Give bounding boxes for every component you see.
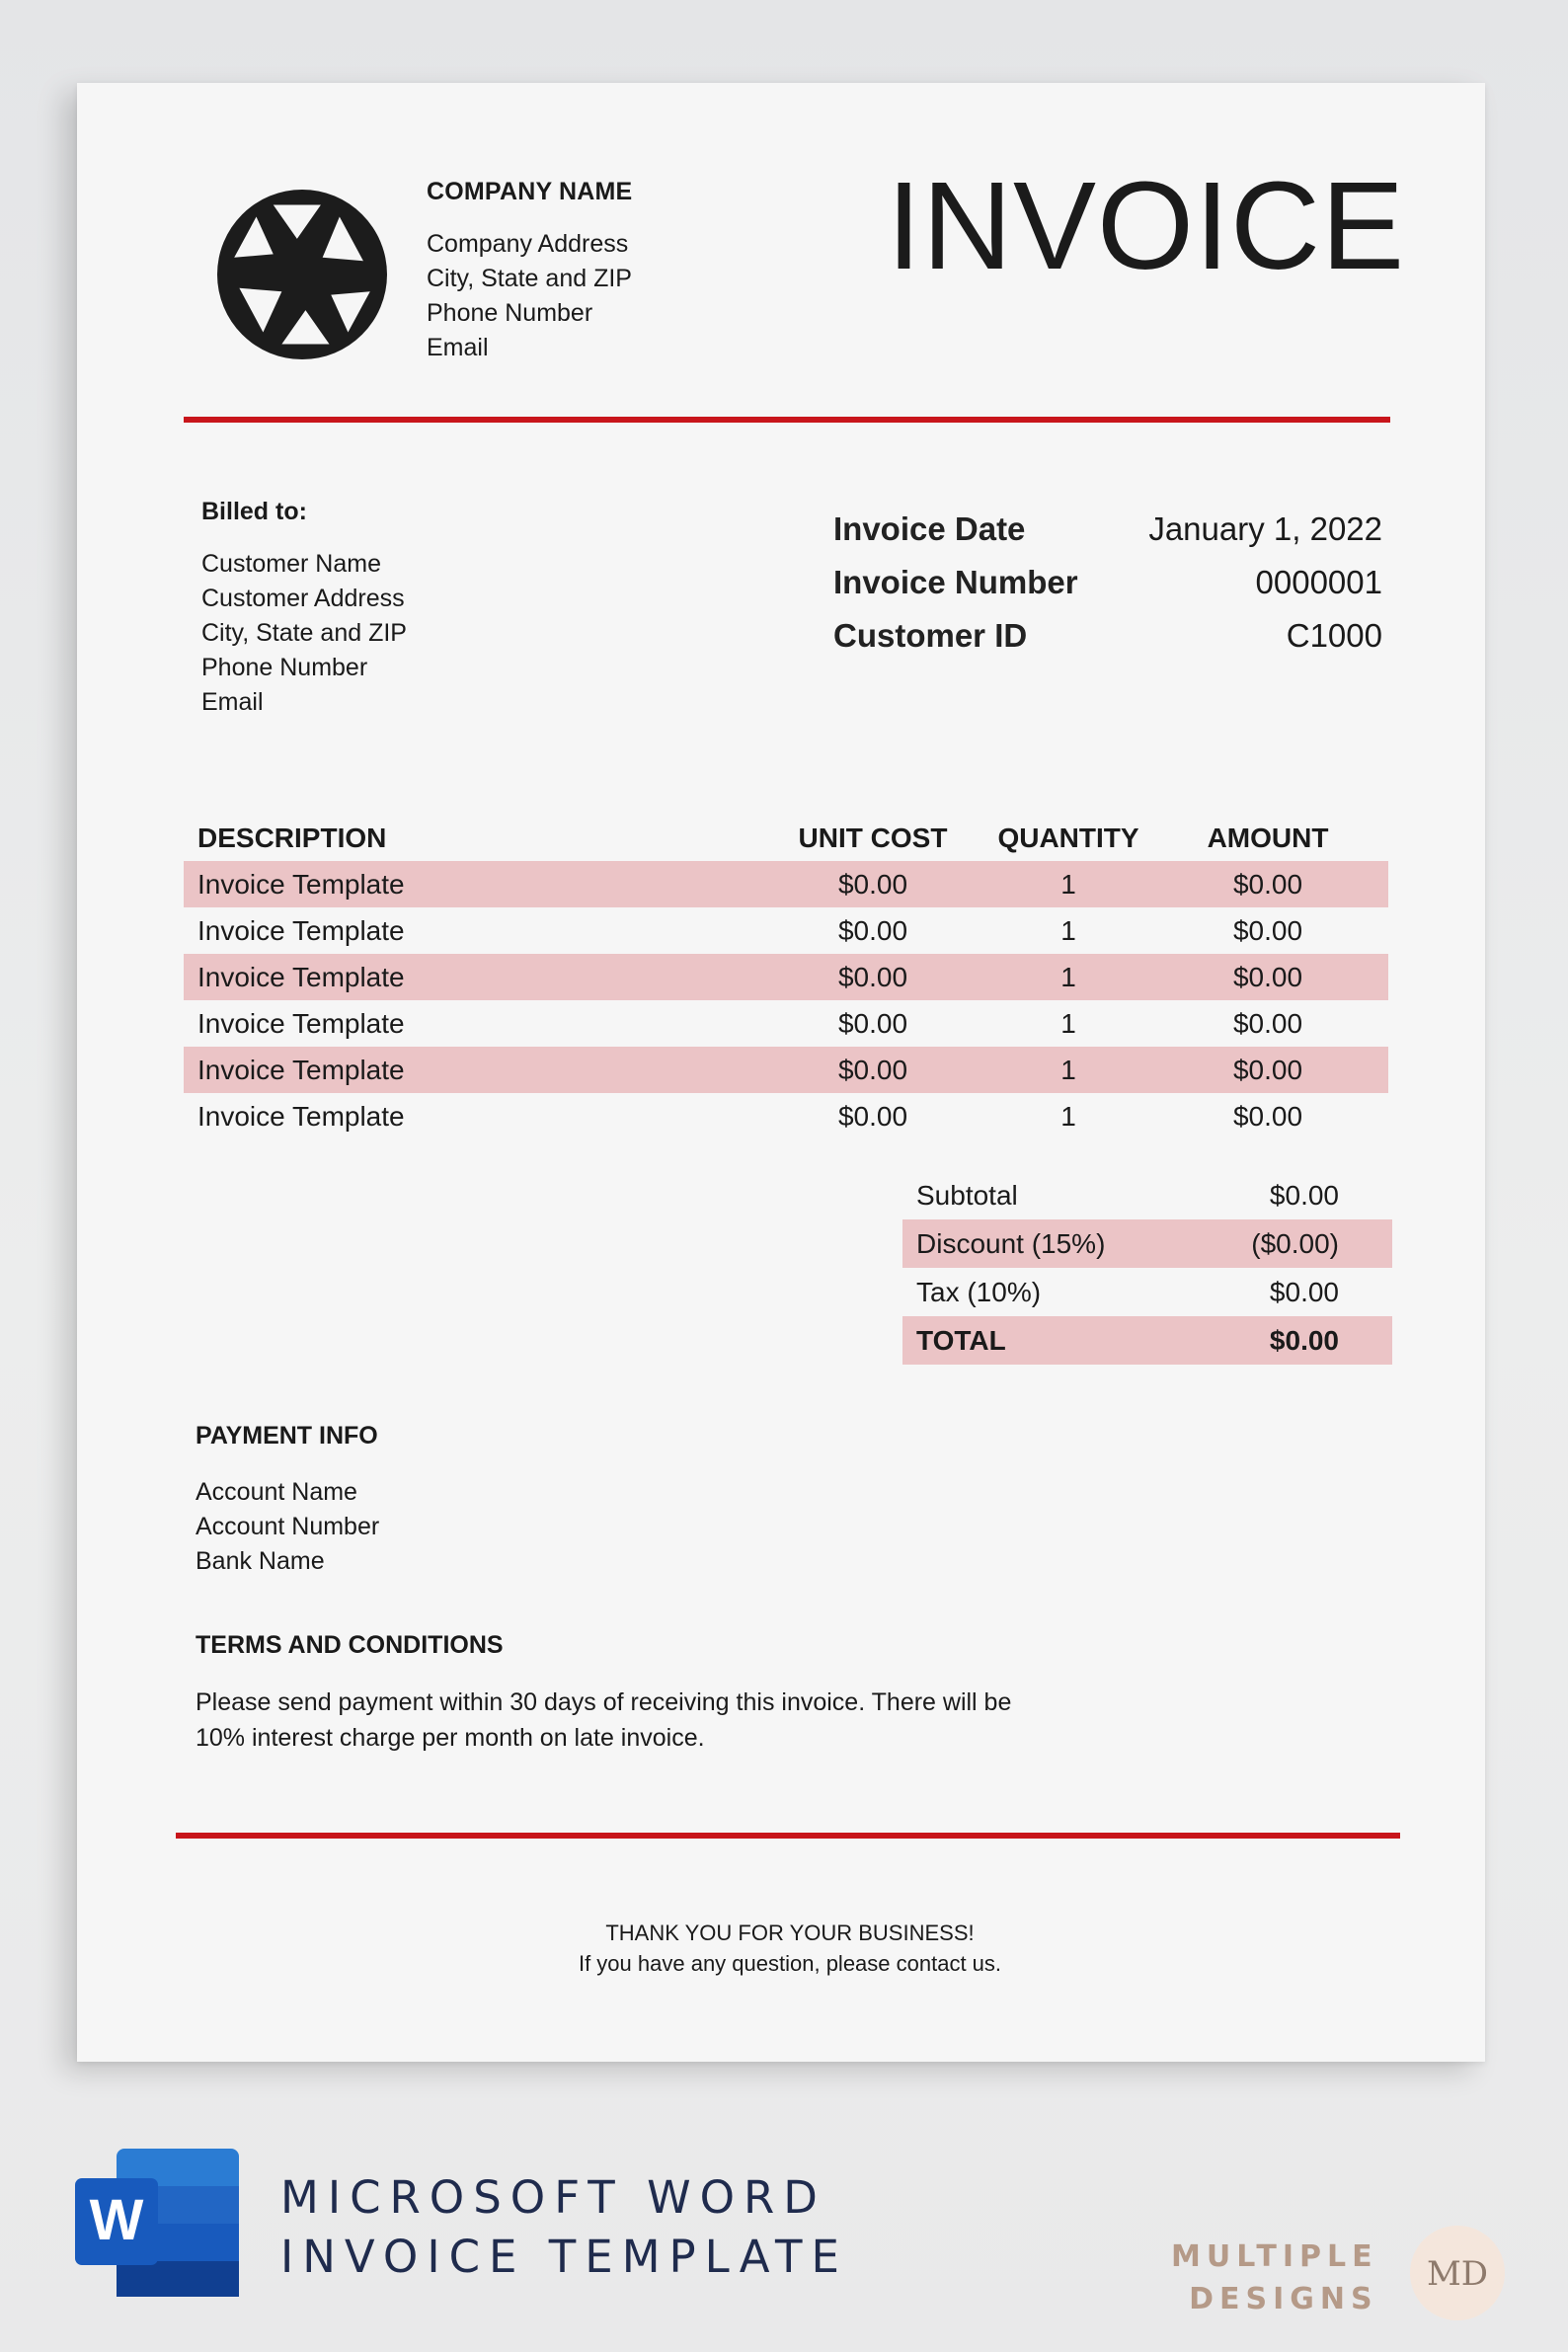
customer-phone: Phone Number [201,654,368,681]
invoice-title: INVOICE [887,156,1406,295]
payment-details [196,1475,379,1579]
item-description: Invoice Template [197,1100,405,1132]
subtotal-label: Subtotal [916,1179,1018,1211]
item-quantity: 1 [1060,1100,1076,1132]
item-description: Invoice Template [197,868,405,900]
invoice-number-row [833,556,1382,609]
brand-name [1171,2235,1378,2320]
total-value: $0.00 [1269,1324,1339,1356]
multiple-designs-monogram [1410,2226,1505,2320]
quantity-header: QUANTITY [997,823,1139,853]
totals-block [902,1171,1392,1365]
terms-line-2: 10% interest charge per month on late invoice. [196,1724,705,1752]
customer-name: Customer Name [201,550,381,578]
line-items-table [184,816,1388,1139]
item-description: Invoice Template [197,961,405,992]
terms-label: TERMS AND CONDITIONS [196,1631,504,1659]
item-description: Invoice Template [197,1054,405,1085]
item-unit-cost: $0.00 [837,1100,908,1132]
item-unit-cost: $0.00 [837,961,908,992]
discount-value: ($0.00) [1251,1227,1339,1259]
banner-line-1: MICROSOFT WORD [280,2171,826,2224]
company-email: Email [427,334,489,361]
invoice-date-value: January 1, 2022 [1148,510,1382,547]
billed-to-details [201,547,407,720]
company-address: Company Address [427,230,629,258]
invoice-date-row [833,503,1382,556]
thank-you-line: THANK YOU FOR YOUR BUSINESS! [605,1921,975,1945]
subtotal-value: $0.00 [1269,1179,1339,1211]
discount-label: Discount (15%) [916,1227,1106,1259]
brand-line-2: DESIGNS [1189,2282,1378,2316]
company-city-state-zip: City, State and ZIP [427,265,632,292]
tax-row [902,1268,1392,1316]
item-quantity: 1 [1060,914,1076,946]
tax-value: $0.00 [1269,1276,1339,1307]
account-name: Account Name [196,1478,357,1506]
item-quantity: 1 [1060,1054,1076,1085]
total-label: TOTAL [916,1324,1006,1356]
customer-email: Email [201,688,264,716]
banner-line-2: INVOICE TEMPLATE [280,2231,848,2283]
table-row [184,1000,1388,1047]
invoice-date-label: Invoice Date [833,510,1026,547]
item-quantity: 1 [1060,961,1076,992]
item-amount: $0.00 [1232,868,1303,900]
item-amount: $0.00 [1232,914,1303,946]
table-row [184,1047,1388,1093]
tax-label: Tax (10%) [916,1276,1042,1307]
brand-line-1: MULTIPLE [1171,2239,1378,2274]
discount-row [902,1219,1392,1268]
contact-line: If you have any question, please contact us. [578,1951,1002,1976]
item-unit-cost: $0.00 [837,914,908,946]
invoice-meta [833,503,1382,663]
description-header: DESCRIPTION [197,823,387,853]
billed-to-label: Billed to: [201,498,307,525]
company-phone: Phone Number [427,299,593,327]
terms-line-1: Please send payment within 30 days of receiving this invoice. There will be [196,1688,1012,1716]
company-details [427,227,632,365]
brand-monogram: MD [1426,2254,1489,2294]
table-row [184,1093,1388,1139]
item-quantity: 1 [1060,868,1076,900]
word-icon-letter: W [89,2188,144,2252]
customer-city-state-zip: City, State and ZIP [201,619,407,647]
item-unit-cost: $0.00 [837,868,908,900]
payment-info-label: PAYMENT INFO [196,1422,378,1450]
account-number: Account Number [196,1513,380,1540]
invoice-number-label: Invoice Number [833,564,1078,600]
item-quantity: 1 [1060,1007,1076,1039]
terms-text [196,1685,1124,1756]
table-row [184,861,1388,907]
item-amount: $0.00 [1232,1054,1303,1085]
footer-divider [176,1833,1400,1839]
banner-title [280,2168,848,2287]
table-header [184,816,1388,861]
total-row [902,1316,1392,1365]
amount-header: AMOUNT [1207,823,1329,853]
subtotal-row [902,1171,1392,1219]
microsoft-word-icon [75,2149,239,2297]
bank-name: Bank Name [196,1547,325,1575]
item-description: Invoice Template [197,914,405,946]
invoice-number-value: 0000001 [1255,564,1382,600]
item-amount: $0.00 [1232,1007,1303,1039]
footer-message [395,1918,1185,1979]
unit-cost-header: UNIT COST [798,823,948,853]
header-divider [184,417,1390,423]
camera-aperture-icon [217,190,387,359]
customer-address: Customer Address [201,585,405,612]
table-row [184,954,1388,1000]
customer-id-row [833,609,1382,663]
item-description: Invoice Template [197,1007,405,1039]
table-row [184,907,1388,954]
item-unit-cost: $0.00 [837,1007,908,1039]
company-name: COMPANY NAME [427,178,633,205]
item-amount: $0.00 [1232,1100,1303,1132]
customer-id-value: C1000 [1286,617,1382,654]
item-unit-cost: $0.00 [837,1054,908,1085]
customer-id-label: Customer ID [833,617,1028,654]
item-amount: $0.00 [1232,961,1303,992]
